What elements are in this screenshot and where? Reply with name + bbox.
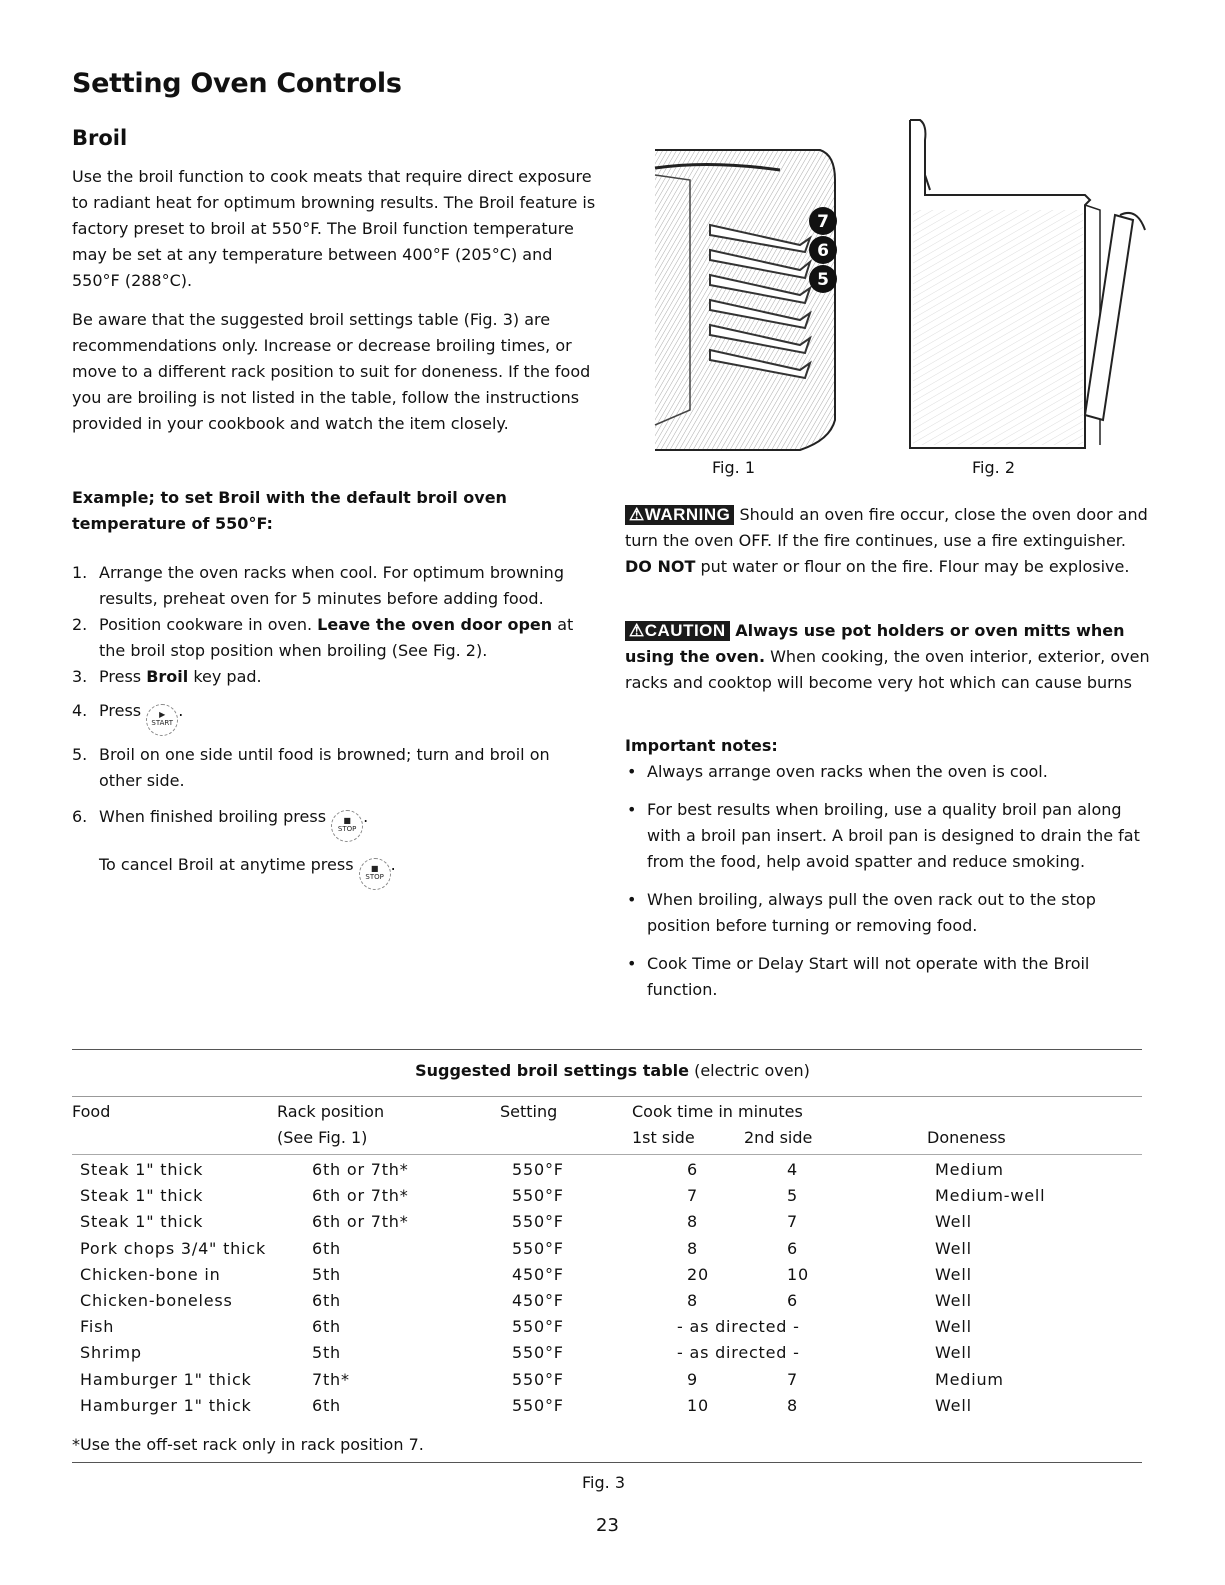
col-first-side-header: 1st side (632, 1128, 695, 1147)
rack-cell: 6th (312, 1291, 341, 1310)
second-side-cell: 7 (787, 1369, 798, 1389)
oven-rack-figure (650, 140, 860, 460)
fig3-caption: Fig. 3 (582, 1473, 625, 1492)
doneness-cell: Medium (935, 1369, 1004, 1389)
cook-time-cell: - as directed - (677, 1343, 800, 1363)
note-item: • When broiling, always pull the oven rack out to the stop position before turning or removing food. (627, 890, 1096, 935)
important-notes-list (625, 759, 1150, 1015)
rack-cell: 6th (312, 1238, 341, 1258)
rack-cell: 6th or 7th* (312, 1212, 409, 1232)
table-top-rule (72, 1049, 1142, 1050)
second-side-cell: 6 (787, 1238, 798, 1258)
table-bottom-rule (72, 1462, 1142, 1463)
col-second-side-header: 2nd side (744, 1128, 813, 1147)
table-row (72, 1186, 1142, 1212)
section-title: Broil (72, 126, 128, 150)
intro-paragraph-1: Use the broil function to cook meats that require direct exposure to radiant heat for optimum browning results. The Broil feature is factory preset to broil at 550°F. The Broil function temperature may be set at any temperature between 400°F (205°C) and 550°F (288°C). (72, 167, 596, 290)
rack-cell: 5th (312, 1343, 341, 1363)
table-header-row-1 (72, 1102, 1142, 1128)
food-cell: Hamburger 1" thick (80, 1369, 252, 1389)
step-5: 5. Broil on one side until food is browned; turn and broil on other side. (72, 745, 550, 790)
warning-label: ⚠WARNING (625, 505, 734, 525)
table-row (72, 1291, 1142, 1317)
intro-paragraph-2: Be aware that the suggested broil settings table (Fig. 3) are recommendations only. Increase or decrease broiling times, or move to a different rack position to suit for doneness. If the food you are broiling is not listed in the table, follow the instructions provided in your cookbook and watch the item closely. (72, 310, 591, 433)
start-key-icon: ▶ START (146, 704, 178, 736)
step-2: 2. Position cookware in oven. Leave the oven door open at the broil stop position when broiling (See Fig. 2). (72, 615, 574, 660)
col-cook-time-header: Cook time in minutes (632, 1102, 803, 1121)
col-doneness-header: Doneness (927, 1128, 1006, 1147)
example-heading: Example; to set Broil with the default broil oven temperature of 550°F: (72, 488, 507, 533)
rack-cell: 6th or 7th* (312, 1160, 409, 1179)
note-item: • For best results when broiling, use a quality broil pan along with a broil pan insert. A broil pan is designed to drain the fat from the food, help avoid spatter and reduce smoking. (627, 800, 1140, 871)
cancel-step: To cancel Broil at anytime press ■ STOP . (72, 852, 597, 890)
first-side-cell: 7 (687, 1186, 698, 1206)
rack-position-labels (809, 207, 837, 293)
second-side-cell: 10 (787, 1264, 809, 1284)
food-cell: Steak 1" thick (80, 1186, 204, 1206)
steps-list (72, 560, 597, 890)
rack-cell: 6th (312, 1317, 341, 1337)
first-side-cell: 20 (687, 1264, 709, 1284)
oven-side-figure (905, 115, 1150, 455)
first-side-cell: 6 (687, 1160, 698, 1179)
food-cell: Chicken-bone in (80, 1264, 221, 1284)
doneness-cell: Well (935, 1212, 972, 1232)
food-cell: Chicken-boneless (80, 1291, 233, 1310)
rack-cell: 5th (312, 1264, 341, 1284)
page-title: Setting Oven Controls (72, 68, 402, 99)
first-side-cell: 8 (687, 1291, 698, 1310)
rack-label-5: 5 (817, 270, 829, 290)
fig1-caption: Fig. 1 (712, 458, 755, 477)
second-side-cell: 4 (787, 1160, 798, 1179)
table-row (72, 1239, 1142, 1265)
step-4: 4. Press ▶ START . (72, 698, 597, 736)
table-header-row-2 (72, 1128, 1142, 1154)
table-row (72, 1370, 1142, 1396)
table-row (72, 1343, 1142, 1369)
food-cell: Steak 1" thick (80, 1160, 204, 1179)
table-row (72, 1396, 1142, 1422)
table-row (72, 1212, 1142, 1238)
doneness-cell: Medium (935, 1160, 1004, 1179)
food-cell: Fish (80, 1317, 115, 1337)
first-side-cell: 8 (687, 1212, 698, 1232)
food-cell: Shrimp (80, 1343, 142, 1363)
table-footnote: *Use the off-set rack only in rack position 7. (72, 1435, 424, 1454)
second-side-cell: 6 (787, 1291, 798, 1310)
step-6: 6. When finished broiling press ■ STOP . (72, 804, 597, 842)
col-rack-subheader: (See Fig. 1) (277, 1128, 368, 1147)
food-cell: Steak 1" thick (80, 1212, 204, 1232)
cook-time-cell: - as directed - (677, 1317, 800, 1337)
setting-cell: 550°F (512, 1369, 564, 1389)
stop-key-icon: ■ STOP (331, 810, 363, 842)
setting-cell: 550°F (512, 1317, 564, 1337)
col-rack-header: Rack position (277, 1102, 385, 1121)
table-title-rule (72, 1096, 1142, 1097)
table-header-rule (72, 1154, 1142, 1155)
doneness-cell: Well (935, 1395, 972, 1415)
caution-block: ⚠CAUTION Always use pot holders or oven mitts when using the oven. When cooking, the oven interior, exterior, oven racks and cooktop will become very hot which can cause burns (625, 621, 1150, 692)
setting-cell: 450°F (512, 1264, 564, 1284)
first-side-cell: 9 (687, 1369, 698, 1389)
broil-settings-table (72, 1100, 1142, 1454)
doneness-cell: Well (935, 1238, 972, 1258)
col-food-header: Food (72, 1102, 111, 1121)
step-3: 3. Press Broil key pad. (72, 667, 262, 686)
rack-cell: 6th (312, 1395, 341, 1415)
caution-label: ⚠CAUTION (625, 621, 730, 641)
setting-cell: 550°F (512, 1160, 564, 1179)
rack-label-6: 6 (817, 241, 829, 261)
note-item: • Always arrange oven racks when the oven is cool. (627, 762, 1048, 781)
page-number: 23 (596, 1515, 619, 1536)
table-row (72, 1265, 1142, 1291)
table-row (72, 1160, 1142, 1186)
fig2-caption: Fig. 2 (972, 458, 1015, 477)
note-item: • Cook Time or Delay Start will not operate with the Broil function. (627, 954, 1090, 999)
first-side-cell: 8 (687, 1238, 698, 1258)
setting-cell: 550°F (512, 1186, 564, 1206)
rack-cell: 7th* (312, 1369, 350, 1389)
second-side-cell: 8 (787, 1395, 798, 1415)
doneness-cell: Well (935, 1264, 972, 1284)
second-side-cell: 7 (787, 1212, 798, 1232)
first-side-cell: 10 (687, 1395, 709, 1415)
table-title: Suggested broil settings table (electric oven) (415, 1061, 810, 1080)
setting-cell: 450°F (512, 1291, 564, 1310)
important-heading: Important notes: (625, 736, 778, 755)
setting-cell: 550°F (512, 1343, 564, 1363)
doneness-cell: Well (935, 1291, 972, 1310)
setting-cell: 550°F (512, 1395, 564, 1415)
doneness-cell: Well (935, 1317, 972, 1337)
table-row (72, 1317, 1142, 1343)
rack-cell: 6th or 7th* (312, 1186, 409, 1206)
food-cell: Hamburger 1" thick (80, 1395, 252, 1415)
setting-cell: 550°F (512, 1212, 564, 1232)
food-cell: Pork chops 3/4" thick (80, 1238, 267, 1258)
warning-block: ⚠WARNING Should an oven fire occur, close the oven door and turn the oven OFF. If the fire continues, use a fire extinguisher. DO NOT put water or flour on the fire. Flour may be explosive. (625, 505, 1148, 576)
doneness-cell: Well (935, 1343, 972, 1363)
second-side-cell: 5 (787, 1186, 798, 1206)
step-1: 1. Arrange the oven racks when cool. For optimum browning results, preheat oven for 5 minutes before adding food. (72, 563, 564, 608)
setting-cell: 550°F (512, 1238, 564, 1258)
doneness-cell: Medium-well (935, 1186, 1046, 1206)
col-setting-header: Setting (500, 1102, 558, 1121)
stop-key-icon: ■ STOP (359, 858, 391, 890)
rack-label-7: 7 (817, 212, 829, 232)
